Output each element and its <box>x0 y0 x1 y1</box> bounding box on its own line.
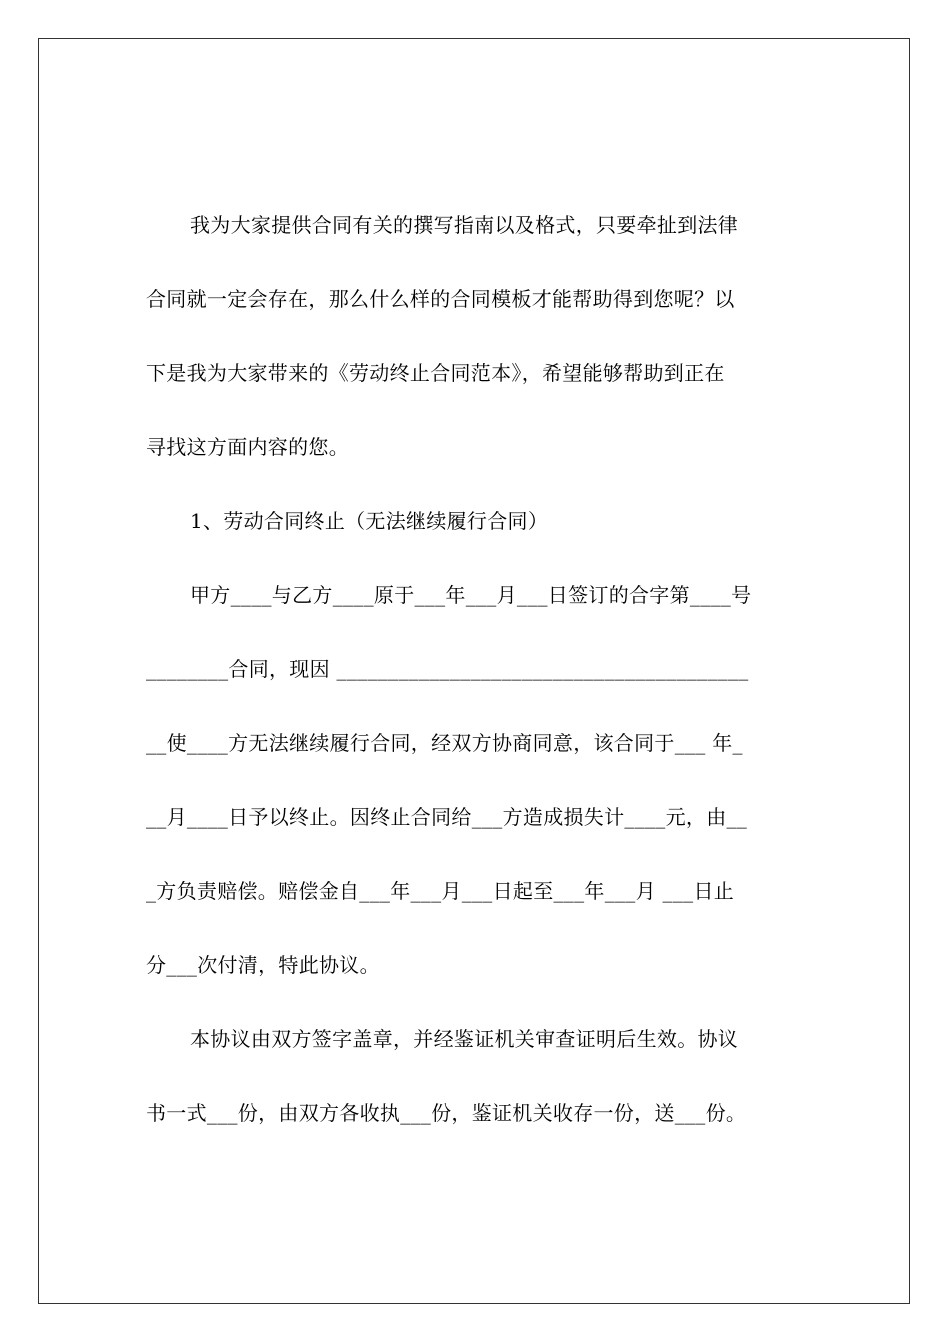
contract-clause-line-1: 甲方____与乙方____原于___年___月___日签订的合字第____号 <box>190 583 752 607</box>
section-heading: 1、劳动合同终止（无法继续履行合同） <box>190 509 549 533</box>
contract-clause-line-6: 分___次付清，特此协议。 <box>146 953 380 977</box>
contract-clause-line-5: _方负责赔偿。赔偿金自___年___月___日起至___年___月 ___日止 <box>146 879 735 903</box>
paragraph-intro-line-3: 下是我为大家带来的《劳动终止合同范本》，希望能够帮助到正在 <box>146 361 725 385</box>
contract-clause-line-4: __月____日予以终止。因终止合同给___方造成损失计____元，由__ <box>146 805 748 829</box>
contract-clause-line-2: ________合同，现因 ________________________________________ <box>146 657 749 681</box>
paragraph-intro-line-4: 寻找这方面内容的您。 <box>146 435 349 459</box>
agreement-clause-line-2: 书一式___份，由双方各收执___份，鉴证机关收存一份，送___份。 <box>146 1101 747 1125</box>
contract-clause-line-3: __使____方无法继续履行合同，经双方协商同意，该合同于___ 年_ <box>146 731 743 755</box>
paragraph-intro-line-1: 我为大家提供合同有关的撰写指南以及格式，只要牵扯到法律 <box>190 213 739 237</box>
document-body <box>146 205 806 1167</box>
agreement-clause-line-1: 本协议由双方签字盖章，并经鉴证机关审查证明后生效。协议 <box>190 1027 739 1051</box>
paragraph-intro-line-2: 合同就一定会存在，那么什么样的合同模板才能帮助得到您呢？以 <box>146 287 735 311</box>
